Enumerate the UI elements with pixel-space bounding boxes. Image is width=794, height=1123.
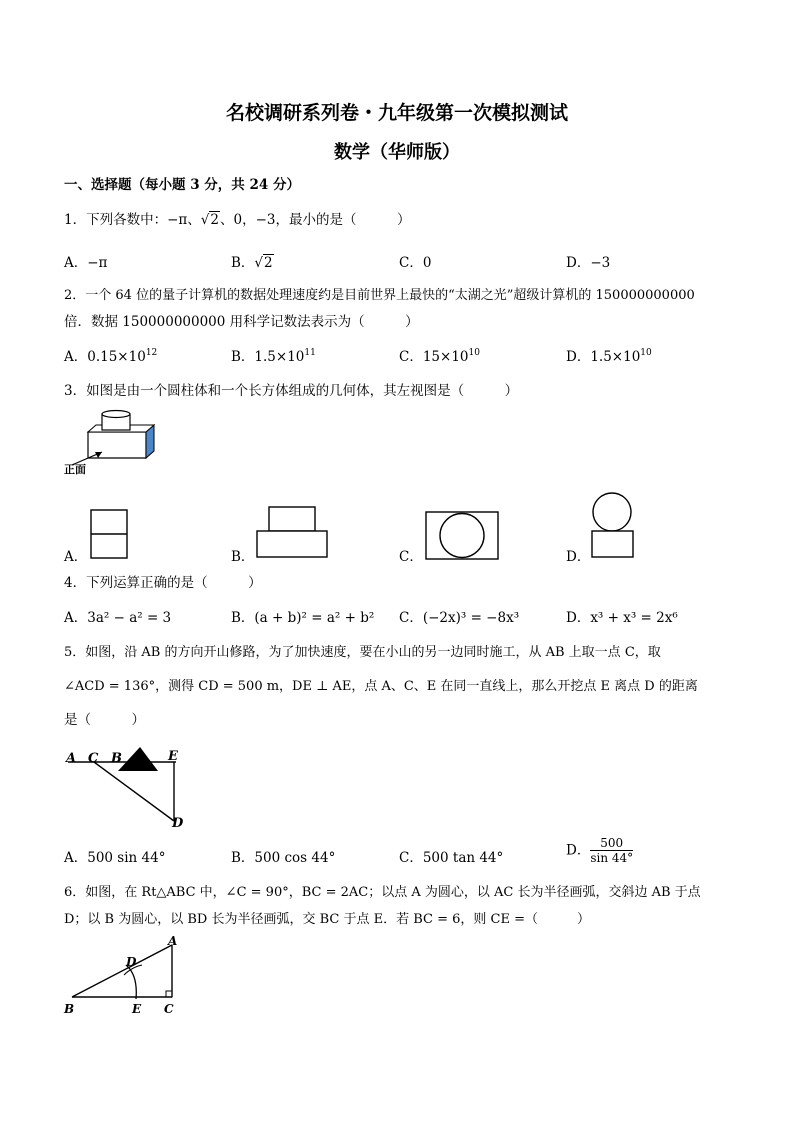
q5-option-d-fraction — [590, 836, 633, 865]
q5-option-a: A．500 sin 44° — [64, 850, 166, 866]
q5-d-denominator: sin 44° — [590, 851, 634, 865]
q5-label-e: E — [168, 749, 178, 764]
q1-option-b — [231, 254, 274, 272]
q6-label-d: D — [126, 955, 137, 969]
q3-option-c: C． — [399, 549, 423, 565]
q3-option-b-figure — [256, 506, 330, 558]
q3-option-d-figure — [591, 492, 637, 560]
q3-option-c-figure — [425, 511, 501, 561]
q6-figure — [62, 935, 192, 1020]
q1-sqrt-value: 2 — [210, 212, 219, 228]
q2-option-d — [566, 348, 652, 366]
q6-label-b: B — [64, 1002, 75, 1016]
q4-option-c: C．(−2x)³ = −8x³ — [399, 610, 520, 626]
exam-title: 名校调研系列卷・九年级第一次模拟测试 — [225, 102, 568, 124]
q6-label-c: C — [164, 1002, 174, 1016]
q5-option-d-label: D． — [566, 842, 591, 859]
q4-option-d: D．x³ + x³ = 2x⁶ — [566, 610, 678, 626]
q2-option-b — [231, 348, 316, 366]
q4-option-b: B．(a + b)² = a² + b² — [231, 610, 375, 626]
q5-label-a: A — [66, 751, 77, 766]
q2-line2: 倍．数据 150000000000 用科学记数法表示为（ ） — [64, 314, 419, 330]
q3-option-a: A． — [64, 549, 88, 565]
q1-option-c: C．0 — [399, 255, 432, 271]
q2-a-exp: 12 — [145, 348, 158, 358]
q5-line2: ∠ACD = 136°，测得 CD = 500 m，DE ⊥ AE，点 A、C、E 在同一直线上，那么开挖点 E 离点 D 的距离 — [64, 679, 698, 694]
q5-option-d — [566, 836, 633, 865]
q5-line3: 是（ ） — [64, 712, 145, 728]
q2-b-exp: 11 — [304, 348, 316, 358]
sqrt-symbol: √2 — [200, 212, 219, 228]
q5-figure — [64, 745, 194, 835]
q3-option-a-figure — [90, 510, 130, 560]
q2-d-exp: 10 — [640, 348, 652, 358]
q1-option-b-sqrt: 2 — [264, 255, 273, 271]
q1-option-b-label: B． — [231, 255, 255, 271]
q2-a-base: A．0.15×10 — [64, 349, 146, 365]
section-heading: 一、选择题（每小题 3 分，共 24 分） — [64, 177, 300, 193]
q5-d-numerator: 500 — [590, 836, 633, 851]
q2-option-a — [64, 348, 157, 366]
q2-line1: 2．一个 64 位的量子计算机的数据处理速度约是目前世界上最快的“太湖之光”超级计算机的 150000000000 — [64, 288, 695, 303]
q3-option-d: D． — [566, 549, 591, 565]
q5-label-b: B — [111, 751, 122, 766]
exam-subtitle: 数学（华师版） — [334, 142, 460, 163]
q4-option-a: A．3a² − a² = 3 — [64, 610, 172, 626]
q6-line1: 6．如图，在 Rt△ABC 中，∠C = 90°，BC = 2AC；以点 A 为圆心，以 AC 长为半径画弧，交斜边 AB 于点 — [64, 885, 701, 900]
sqrt-symbol: √2 — [254, 255, 273, 271]
q5-option-c: C．500 tan 44° — [399, 850, 504, 866]
q2-b-base: B．1.5×10 — [231, 349, 305, 365]
q2-d-base: D．1.5×10 — [566, 349, 641, 365]
q1-option-d: D．−3 — [566, 255, 611, 271]
q1-stem-part-a: 1．下列各数中：−π、 — [64, 212, 201, 228]
q2-c-base: C．15×10 — [399, 349, 469, 365]
q5-label-d: D — [172, 816, 184, 831]
q1-option-a: A．−π — [64, 255, 108, 271]
q6-label-e: E — [132, 1002, 142, 1016]
q3-front-label: 正面 — [64, 463, 86, 476]
q3-stem: 3．如图是由一个圆柱体和一个长方体组成的几何体，其左视图是（ ） — [64, 383, 519, 399]
q6-line2: D；以 B 为圆心，以 BD 长为半径画弧，交 BC 于点 E．若 BC = 6，则 CE =（ ） — [64, 912, 591, 927]
q2-c-exp: 10 — [468, 348, 480, 358]
q5-option-b: B．500 cos 44° — [231, 850, 336, 866]
q2-option-c — [399, 348, 480, 366]
q3-option-b: B． — [231, 549, 255, 565]
q6-label-a: A — [168, 934, 178, 948]
q4-stem: 4．下列运算正确的是（ ） — [64, 575, 262, 591]
q1-stem — [64, 211, 410, 229]
q5-line1: 5．如图，沿 AB 的方向开山修路，为了加快速度，要在小山的另一边同时施工，从 AB 上取一点 C，取 — [64, 645, 661, 660]
q1-stem-part-b: 、0，−3，最小的是（ ） — [219, 212, 411, 228]
q5-label-c: C — [88, 751, 99, 766]
